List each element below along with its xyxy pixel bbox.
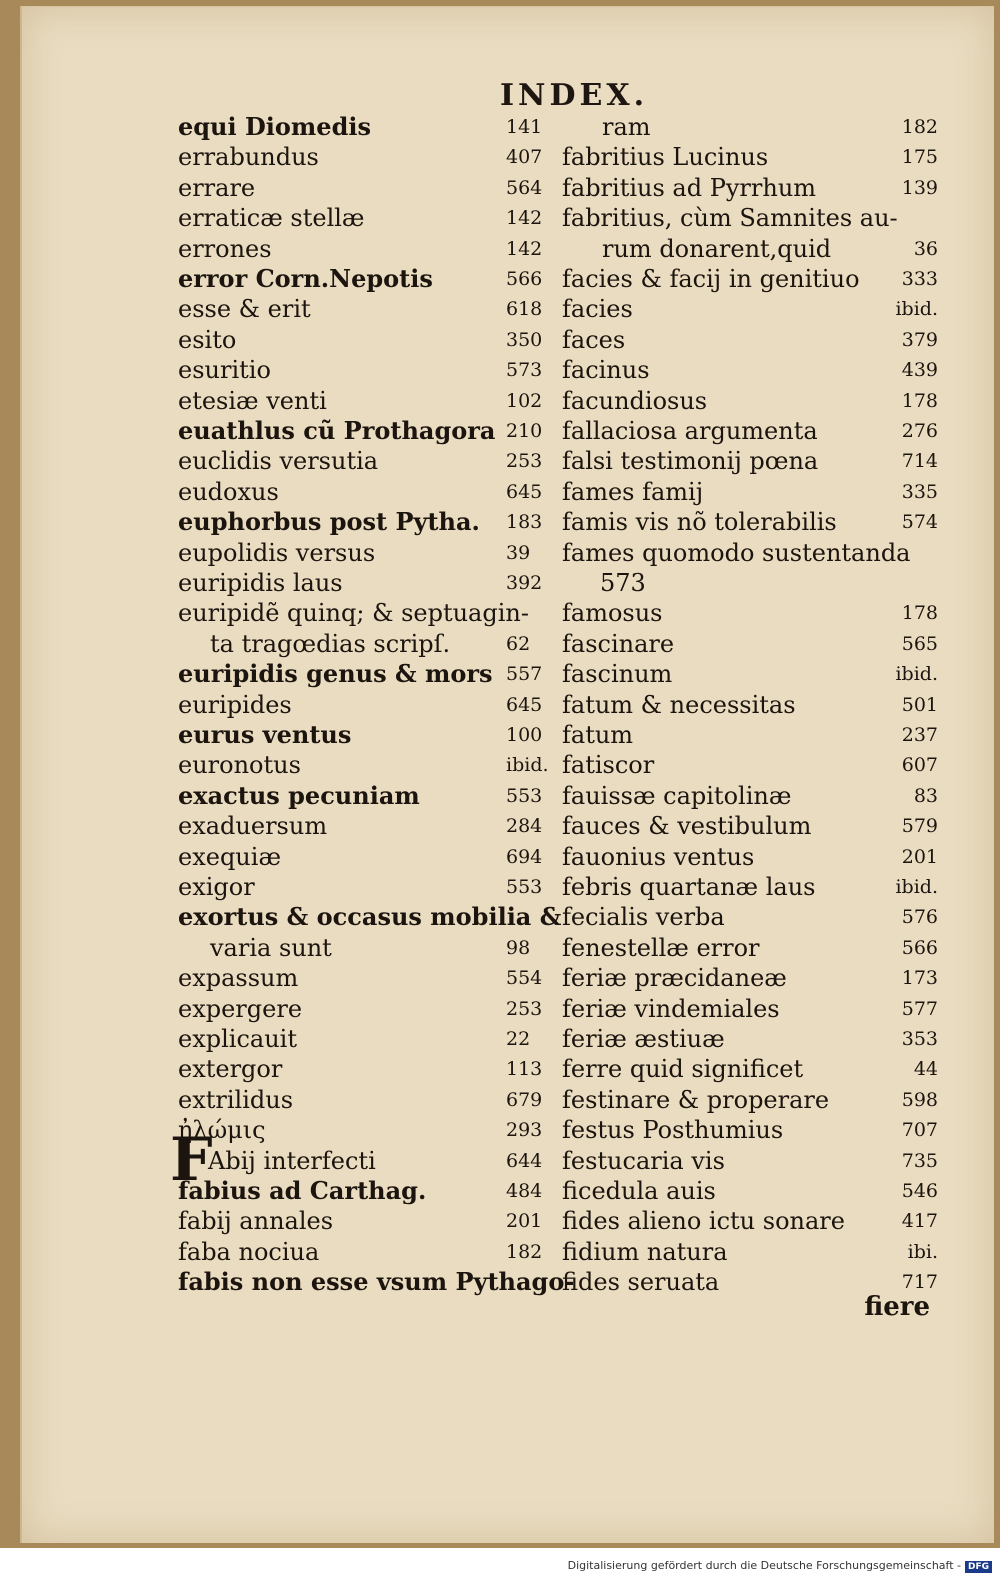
index-entry-left: eudoxus — [178, 478, 279, 506]
index-entry-left: equi Diomedis — [178, 112, 371, 141]
page-number-left: 182 — [506, 1241, 543, 1263]
index-entry-right: faces — [562, 326, 626, 354]
index-entry-right: fabritius ad Pyrrhum — [562, 174, 817, 202]
index-entry-left: extergor — [178, 1055, 283, 1083]
index-entry-left: fabis non esse vsum Pythago- — [178, 1267, 575, 1296]
index-entry-left: euronotus — [178, 751, 301, 779]
page-number-right: 546 — [901, 1180, 938, 1202]
page-number-left: 553 — [506, 785, 543, 807]
page-number-left: 100 — [506, 724, 543, 746]
page-number-right: 379 — [901, 329, 938, 351]
index-entry-right: fidium natura — [562, 1238, 728, 1266]
index-entry-left: euripidis genus & mors — [178, 659, 493, 688]
index-entry-left: extrilidus — [178, 1086, 294, 1114]
page-number-right: 173 — [901, 967, 938, 989]
page-number-left: 557 — [506, 663, 543, 685]
page-number-right: ibi. — [907, 1241, 938, 1263]
index-entry-left: esito — [178, 326, 237, 354]
index-entry-left: faba nociua — [178, 1238, 320, 1266]
index-entry-left: explicauit — [178, 1025, 297, 1053]
page-number-left: 566 — [506, 268, 543, 290]
index-entry-left: varia sunt — [210, 934, 332, 962]
page-number-left: 484 — [506, 1180, 543, 1202]
index-entry-left: euripidis laus — [178, 569, 343, 597]
index-entry-right: famis vis nõ tolerabilis — [562, 508, 837, 536]
index-entry-right: falsi testimonij pœna — [562, 447, 819, 475]
index-entry-right: festucaria vis — [562, 1147, 725, 1175]
index-entry-right: fauonius ventus — [562, 843, 755, 871]
page-number-right: ibid. — [895, 876, 938, 898]
index-entry-left: euripides — [178, 691, 292, 719]
index-entry-right: facies — [562, 295, 633, 323]
index-entry-left: errones — [178, 235, 272, 263]
page-number-right: 182 — [901, 116, 938, 138]
index-entry-left: eupolidis versus — [178, 539, 376, 567]
page-number-left: 618 — [506, 298, 543, 320]
index-entry-left: esse & erit — [178, 295, 311, 323]
index-entry-right: fames quomodo sustentanda — [562, 539, 911, 567]
index-entry-left: euripidẽ quinq; & septuagin- — [178, 599, 529, 627]
page-number-right: 439 — [901, 359, 938, 381]
page-number-right: 353 — [901, 1028, 938, 1050]
page-number-right: 717 — [901, 1271, 938, 1293]
index-entry-left: error Corn.Nepotis — [178, 264, 433, 293]
index-entry-left: ἠλώμις — [178, 1116, 266, 1144]
index-entry-right: fascinum — [562, 660, 673, 688]
page-number-left: 39 — [506, 542, 531, 564]
page-header: INDEX. — [500, 78, 649, 113]
page-number-left: 62 — [506, 633, 531, 655]
page-number-left: 98 — [506, 937, 531, 959]
index-entry-right: fauissæ capitolinæ — [562, 782, 792, 810]
page-number-right: 565 — [901, 633, 938, 655]
page-number-right: 333 — [901, 268, 938, 290]
page-number-right: 36 — [913, 238, 938, 260]
index-entry-right: rum donarent,quid — [602, 235, 832, 263]
index-entry-left: eurus ventus — [178, 720, 352, 749]
page-number-right: 566 — [901, 937, 938, 959]
index-entry-left: expergere — [178, 995, 303, 1023]
page-number-left: 141 — [506, 116, 543, 138]
page-number-left: 554 — [506, 967, 543, 989]
index-entry-left: errabundus — [178, 143, 319, 171]
page-number-left: 210 — [506, 420, 543, 442]
digitization-footer — [568, 1559, 992, 1573]
index-entry-right: facundiosus — [562, 387, 708, 415]
page-number-left: 183 — [506, 511, 543, 533]
page-number-right: 335 — [901, 481, 938, 503]
index-entry-right: fides alieno ictu sonare — [562, 1207, 845, 1235]
index-entry-right: feriæ vindemiales — [562, 995, 780, 1023]
index-entry-left: etesiæ venti — [178, 387, 327, 415]
page-number-right: 276 — [901, 420, 938, 442]
page-number-left: 350 — [506, 329, 543, 351]
page-number-right: 178 — [901, 390, 938, 412]
page-number-left: 564 — [506, 177, 543, 199]
page-number-right: 417 — [901, 1210, 938, 1232]
index-entry-left: fabius ad Carthag. — [178, 1176, 427, 1205]
index-entry-right: fames famij — [562, 478, 704, 506]
index-entry-right: 573 — [600, 569, 646, 597]
page-number-left — [506, 598, 561, 628]
index-entry-right: fatum & necessitas — [562, 691, 796, 719]
index-entry-right: famosus — [562, 599, 663, 627]
index-entry-right: fabritius, cùm Samnites au- — [562, 204, 898, 232]
page-number-right: ibid. — [895, 663, 938, 685]
page-number-left: 142 — [506, 238, 543, 260]
page-number-left — [506, 1267, 561, 1297]
index-entry-left: exactus pecuniam — [178, 781, 420, 810]
page-number-right: 501 — [901, 694, 938, 716]
page-number-right: 577 — [901, 998, 938, 1020]
index-entry-left: euclidis versutia — [178, 447, 379, 475]
drop-capital: F — [170, 1125, 213, 1195]
index-entry-right: fabritius Lucinus — [562, 143, 769, 171]
page-number-right: 598 — [901, 1089, 938, 1111]
index-entry-left: euathlus cũ Prothagora — [178, 416, 496, 445]
page-number-left: 22 — [506, 1028, 531, 1050]
index-entry-right: fallaciosa argumenta — [562, 417, 818, 445]
index-entry-right: fauces & vestibulum — [562, 812, 812, 840]
page-number-right: 607 — [901, 754, 938, 776]
page-number-left: 645 — [506, 694, 543, 716]
index-entry-left: exigor — [178, 873, 255, 901]
index-entry-right: fides seruata — [562, 1268, 720, 1296]
page-number-left: 201 — [506, 1210, 543, 1232]
page-number-left: 573 — [506, 359, 543, 381]
index-entry-right: fecialis verba — [562, 903, 725, 931]
page-number-left: 407 — [506, 146, 543, 168]
index-entry-right: festinare & properare — [562, 1086, 830, 1114]
index-entry-right: ram — [602, 113, 651, 141]
page-number-left: 679 — [506, 1089, 543, 1111]
index-entry-left: ta tragœdias scripſ. — [210, 630, 451, 658]
page-number-left: 694 — [506, 846, 543, 868]
page-number-left: 645 — [506, 481, 543, 503]
index-entry-right: ferre quid significet — [562, 1055, 804, 1083]
index-entry-right: ficedula auis — [562, 1177, 716, 1205]
page-number-right: ibid. — [895, 298, 938, 320]
page-number-right: 735 — [901, 1150, 938, 1172]
index-entry-right: fenestellæ error — [562, 934, 760, 962]
page-number-right: 83 — [913, 785, 938, 807]
index-entry-left: exortus & occasus mobilia & — [178, 902, 562, 931]
page-number-right: 574 — [901, 511, 938, 533]
page-number-right: 175 — [901, 146, 938, 168]
page-number-right: 579 — [901, 815, 938, 837]
index-entry-right: febris quartanæ laus — [562, 873, 816, 901]
index-entry-right: facinus — [562, 356, 650, 384]
page-number-right: 201 — [901, 846, 938, 868]
index-entry-left: euphorbus post Pytha. — [178, 507, 480, 536]
page-number-left: 253 — [506, 450, 543, 472]
index-entry-left: exaduersum — [178, 812, 328, 840]
page-number-left: ibid. — [506, 754, 549, 776]
index-entry-right: fatum — [562, 721, 634, 749]
index-entry-left: fabij annales — [178, 1207, 334, 1235]
index-entry-left: esuritio — [178, 356, 271, 384]
page-number-left: 253 — [506, 998, 543, 1020]
page-number-right: 44 — [913, 1058, 938, 1080]
index-entry-right: feriæ præcidaneæ — [562, 964, 787, 992]
index-entry-right: festus Posthumius — [562, 1116, 784, 1144]
page-number-left: 284 — [506, 815, 543, 837]
page-number-left: 644 — [506, 1150, 543, 1172]
page-number-right: 576 — [901, 906, 938, 928]
page-number-right: 237 — [901, 724, 938, 746]
index-entry-right: facies & facij in genitiuo — [562, 265, 860, 293]
page-number-left: 392 — [506, 572, 543, 594]
page-number-left: 293 — [506, 1119, 543, 1141]
index-entry-right: fatiscor — [562, 751, 655, 779]
page-number-left: 113 — [506, 1058, 543, 1080]
index-entry-left: Abij interfecti — [208, 1147, 376, 1175]
page-number-right: 714 — [901, 450, 938, 472]
page-number-right: 178 — [901, 602, 938, 624]
index-entry-left: exequiæ — [178, 843, 281, 871]
page-number-left: 142 — [506, 207, 543, 229]
page-number-left — [506, 902, 561, 932]
index-entry-left: expassum — [178, 964, 299, 992]
footer-text: Digitalisierung gefördert durch die Deutsche Forschungsgemeinschaft - — [567, 1559, 961, 1572]
catchword: fiere — [864, 1292, 930, 1322]
page-number-right: 707 — [901, 1119, 938, 1141]
index-entry-left: erraticæ stellæ — [178, 204, 365, 232]
page-number-left: 553 — [506, 876, 543, 898]
index-entry-right: fascinare — [562, 630, 675, 658]
page-number-left: 102 — [506, 390, 543, 412]
dfg-logo: DFG — [965, 1561, 992, 1573]
page-number-right: 139 — [901, 177, 938, 199]
index-entry-left: errare — [178, 174, 256, 202]
index-entry-right: feriæ æstiuæ — [562, 1025, 725, 1053]
